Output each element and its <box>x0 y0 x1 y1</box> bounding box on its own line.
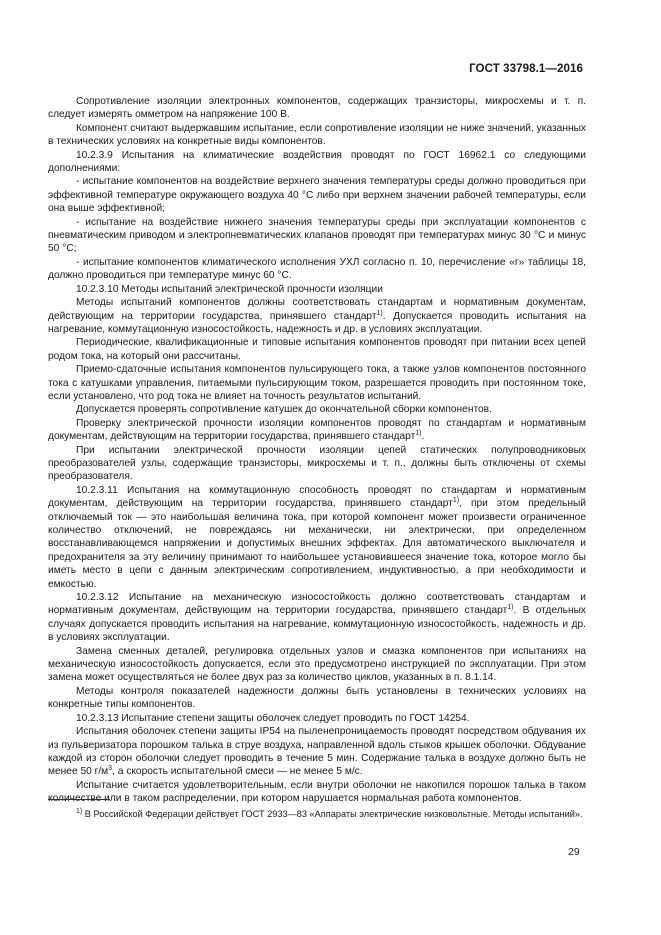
section-10-2-3-13-paragraph: 10.2.3.13 Испытание степени защиты оболочек следует проводить по ГОСТ 14254. <box>76 712 470 724</box>
paragraph: Компонент считают выдержавшим испытание, если сопротивление изоляции не ниже значений, указанных в технических условиях на конкретные виды компонентов. <box>48 122 586 148</box>
list-item: - испытание компонентов на воздействие верхнего значения температуры среды должно проводиться при эффективной температуре окружающего воздуха 40 °С либо при верхнем значении рабочей температуры, если она выше эффективной; <box>48 176 586 215</box>
paragraph: Методы контроля показателей надежности должны быть установлены в технических условиях на конкретные типы компонентов. <box>48 685 586 711</box>
list-item: - испытание компонентов климатического исполнения УХЛ согласно п. 10, перечисление «г» таблицы 18, должно проводиться при температуре минус 60 °С. <box>48 256 586 282</box>
paragraph: Проверку электрической прочности изоляции компонентов проводят по стандартам и нормативным документам, действующим на территории государства, принявшего стандарт$^{1)}$. <box>48 417 586 443</box>
paragraph: Периодические, квалификационные и типовые испытания компонентов проводят при питании всех цепей родом тока, на который они рассчитаны. <box>48 337 586 362</box>
paragraph: Приемо-сдаточные испытания компонентов пульсирующего тока, а также узлов компонентов постоянного тока с катушками управления, питаемыми пульсирующим током, разрешается проводить при постоянном токе, если установлено, что род тока не влияет на точность результатов испытаний. <box>48 364 586 402</box>
body-text <box>48 95 586 806</box>
paragraph: Методы испытаний компонентов должны соответствовать стандартам и нормативным документам, действующим на территории государства, принявшего стандарт$^{1)}$. Допускается проводить испытания на нагревание, коммутационную износостойкость, надежность и др. в условиях эксплуатации. <box>48 297 587 335</box>
section-10-2-3-11-paragraph: 10.2.3.11 Испытания на коммутационную способность проводят по стандартам и нормативным документам, действующим на территории государства, принявшего стандарт$^{1)}$, при этом предельный отключаемый ток — это наибольшая величина тока, при которой компонент может произвести ограниченное количество отключений, не повреждаясь ни механически, ни электрически, при определенном восстанавливающемся напряжении и допустимых внешних эффектах. Для автоматического выключателя и предохранителя за эту величину принимают то наибольшее установившееся значение тока, которое могло бы иметь место в цепи с данным электрическим сопротивлением, индуктивностью, а при необходимости и емкостью. <box>48 484 586 590</box>
footnote-separator <box>48 799 110 800</box>
paragraph: Замена сменных деталей, регулировка отдельных узлов и смазка компонентов при испытаниях на механическую износостойкость допускается, если это предусмотрено инструкцией по эксплуатации. При этом замена может осуществляться не более двух раз за количество циклов, указанных в п. 8.1.14. <box>48 645 586 684</box>
footnote: $^{1)}$ В Российской Федерации действует ГОСТ 2933—83 «Аппараты электрические низковольтные. Методы испытаний». <box>76 808 583 819</box>
paragraph: Сопротивление изоляции электронных компонентов, содержащих транзисторы, микросхемы и т. п. следует измерять омметром на напряжение 100 В. <box>48 96 586 121</box>
list-item: - испытание на воздействие нижнего значения температуры среды при эксплуатации компонентов с пневматическим приводом и электропневматических клапанов проводят при температурах минус 30 °С и минус 50 °С; <box>48 216 586 255</box>
page-number: 29 <box>568 846 580 858</box>
paragraph: Испытание считается удовлетворительным, если внутри оболочки не накопился порошок талька в таком количестве или в таком распределении, при котором нарушается нормальная работа компонентов. <box>48 779 586 805</box>
section-10-2-3-10-heading: 10.2.3.10 Методы испытаний электрической прочности изоляции <box>76 283 383 295</box>
paragraph: Испытания оболочек степени защиты IP54 на пыленепроницаемость проводят посредством обдувания их из пульверизатора порошком талька в струе воздуха, направленной вдоль стыков крышек оболочки. Обдувание каждой из сторон оболочки следует проводить в течение 5 мин. Содержание талька в воздухе должно быть не менее 50 $г/м^3$, а скорость испытательной смеси — не менее 5 м/с. <box>48 726 586 778</box>
section-10-2-3-12-paragraph: 10.2.3.12 Испытание на механическую износостойкость должно соответствовать стандартам и нормативным документам, действующим на территории государства, принявшего стандарт$^{1)}$. В отдельных случаях допускается проводить испытания на нагревание, коммутационную износостойкость, надежность и др. в условиях эксплуатации. <box>48 592 586 644</box>
document-code-header: ГОСТ 33798.1—2016 <box>469 63 583 75</box>
paragraph: Допускается проверять сопротивление катушек до окончательной сборки компонентов. <box>76 404 492 416</box>
section-10-2-3-9-paragraph: 10.2.3.9 Испытания на климатические воздействия проводят по ГОСТ 16962.1 со следующими дополнениями: <box>48 149 586 175</box>
paragraph: При испытании электрической прочности изоляции цепей статических полупроводниковых преобразователей узлы, содержащие транзисторы, микросхемы и т. п., должны быть отключены от схемы преобразователя. <box>48 444 586 483</box>
